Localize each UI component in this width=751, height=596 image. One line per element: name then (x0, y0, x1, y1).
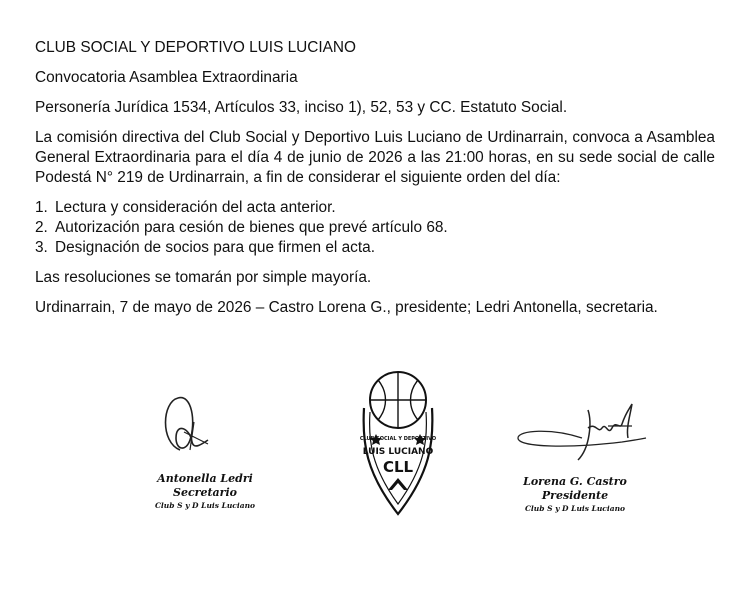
legal-reference: Personería Jurídica 1534, Artículos 33, inciso 1), 52, 53 y CC. Estatuto Social. (35, 99, 568, 116)
club-name: CLUB SOCIAL Y DEPORTIVO LUIS LUCIANO (35, 39, 357, 56)
secretary-signature-icon (150, 392, 230, 462)
secretary-signature-block (140, 472, 270, 511)
seal-arc-text: LUIS LUCIANO (362, 447, 434, 457)
president-signature-block (505, 475, 645, 514)
signer-org: Club S y D Luis Luciano (524, 504, 626, 513)
signer-name: Antonella Ledri (157, 472, 253, 485)
agenda-item: 1. Lectura y consideración del acta anterior. (35, 199, 336, 216)
resolution-note: Las resoluciones se tomarán por simple mayoría. (35, 269, 372, 286)
signer-org: Club S y D Luis Luciano (154, 501, 256, 510)
signer-role: Secretario (173, 486, 237, 499)
agenda-list (35, 198, 715, 258)
seal-initials: CLL (382, 458, 414, 476)
club-seal-icon (358, 368, 438, 516)
seal-ring-text: CLUB SOCIAL Y DEPORTIVO (359, 436, 437, 442)
document-body (35, 38, 715, 328)
agenda-item: 2. Autorización para cesión de bienes que prevé artículo 68. (35, 219, 448, 236)
president-signature-icon (512, 398, 652, 468)
convocation-paragraph: La comisión directiva del Club Social y Deportivo Luis Luciano de Urdinarrain, convoca a Asamblea General Extraordinaria para el día 4 de junio de 2026 a las 21:00 horas, en su sede social de calle Podestá N° 219 de Urdinarrain, a fin de considerar el siguiente orden del día: (35, 129, 715, 186)
document-subtitle: Convocatoria Asamblea Extraordinaria (35, 69, 298, 86)
signer-name: Lorena G. Castro (523, 475, 627, 488)
closing-line: Urdinarrain, 7 de mayo de 2026 – Castro Lorena G., presidente; Ledri Antonella, secretaria. (35, 299, 658, 316)
signer-role: Presidente (541, 489, 609, 502)
agenda-item: 3. Designación de socios para que firmen el acta. (35, 239, 375, 256)
